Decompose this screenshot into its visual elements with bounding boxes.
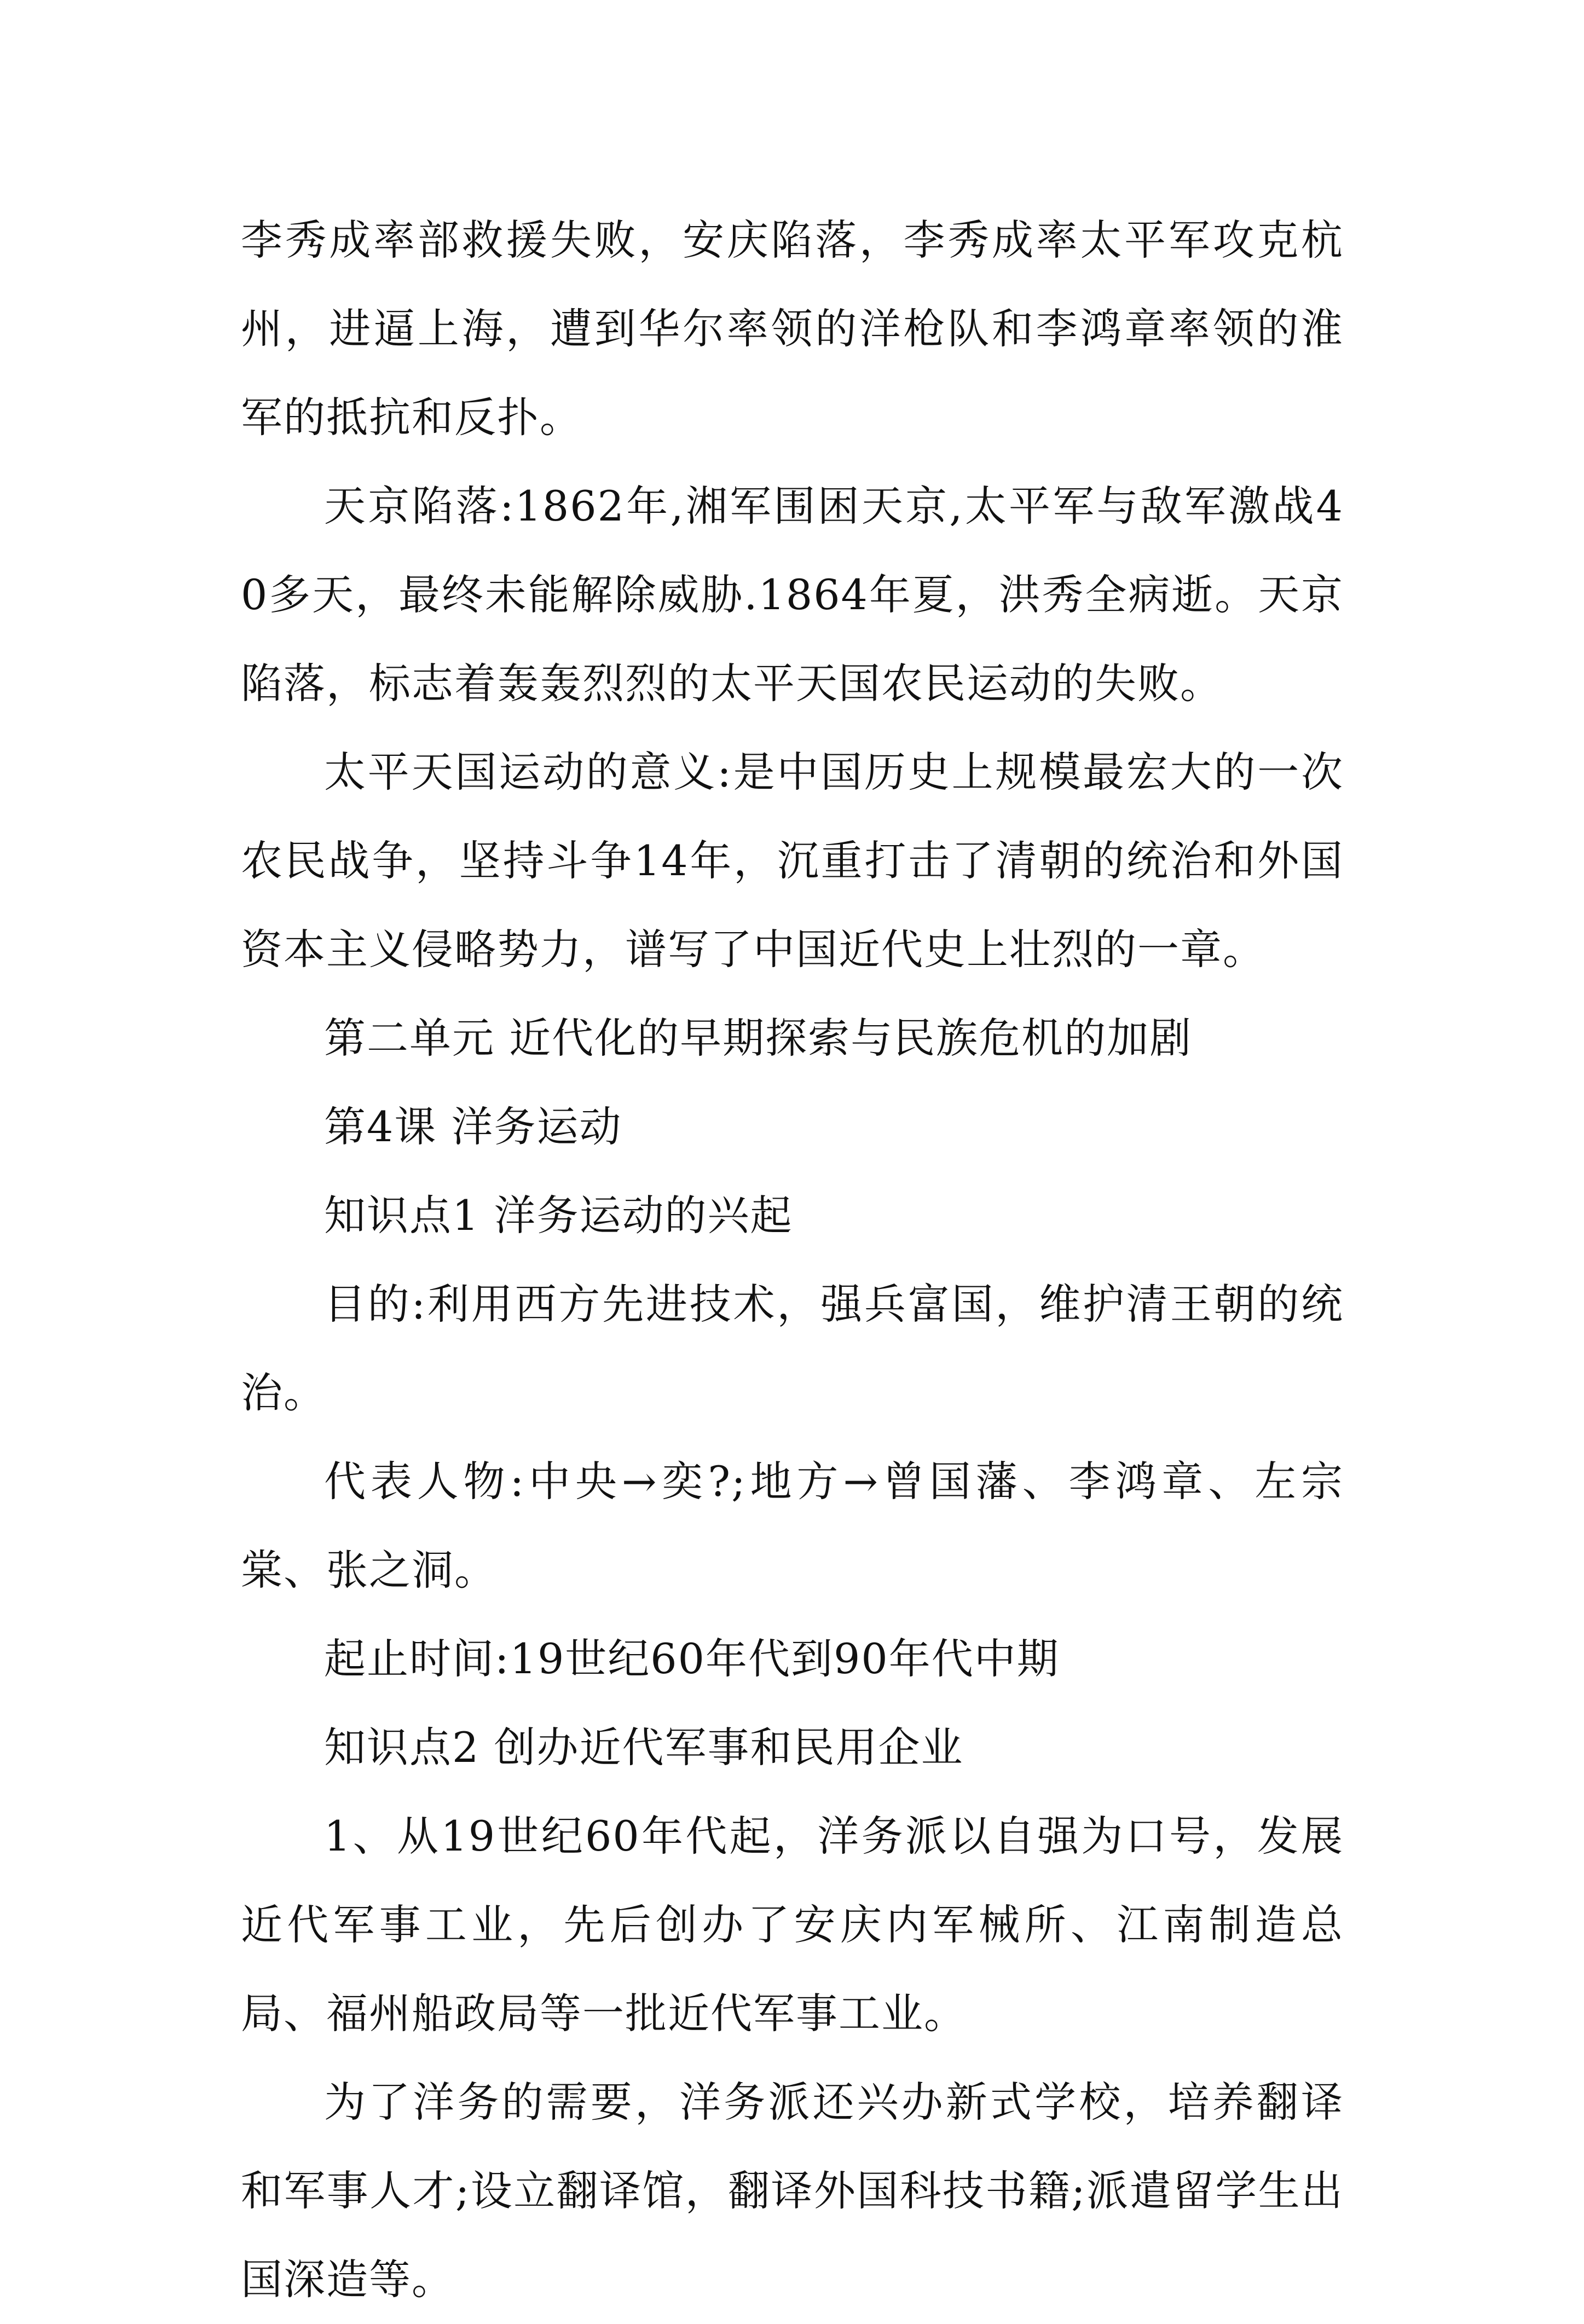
paragraph-tianjing-fall: 天京陷落:1862年,湘军围困天京,太平军与敌军激战40多天，最终未能解除威胁.1864年夏，洪秀全病逝。天京陷落，标志着轰轰烈烈的太平天国农民运动的失败。 [241,482,1344,708]
paragraph-time-span: 起止时间:19世纪60年代到90年代中期 [324,1634,1060,1683]
lesson-heading: 第4课 洋务运动 [324,1102,622,1151]
paragraph-schools-translation: 为了洋务的需要，洋务派还兴办新式学校，培养翻译和军事人才;设立翻译馆，翻译外国科技书籍;派遣留学生出国深造等。 [241,2078,1344,2304]
knowledge-point-1-heading: 知识点1 洋务运动的兴起 [324,1191,793,1240]
knowledge-point-2-heading: 知识点2 创办近代军事和民用企业 [324,1723,964,1772]
paragraph-military-industry: 1、从19世纪60年代起，洋务派以自强为口号，发展近代军事工业，先后创办了安庆内军械所、江南制造总局、福州船政局等一批近代军事工业。 [241,1812,1344,2038]
document-body [241,196,1344,2324]
unit-heading: 第二单元 近代化的早期探索与民族危机的加剧 [324,1014,1193,1062]
paragraph-representatives: 代表人物:中央→奕?;地方→曾国藩、李鸿章、左宗棠、张之洞。 [241,1457,1344,1594]
paragraph-li-xiucheng: 李秀成率部救援失败，安庆陷落，李秀成率太平军攻克杭州，进逼上海，遭到华尔率领的洋枪队和李鸿章率领的淮军的抵抗和反扑。 [241,216,1344,442]
paragraph-purpose: 目的:利用西方先进技术，强兵富国，维护清王朝的统治。 [241,1280,1344,1417]
paragraph-taiping-significance: 太平天国运动的意义:是中国历史上规模最宏大的一次农民战争，坚持斗争14年，沉重打击了清朝的统治和外国资本主义侵略势力，谱写了中国近代史上壮烈的一章。 [241,748,1344,974]
